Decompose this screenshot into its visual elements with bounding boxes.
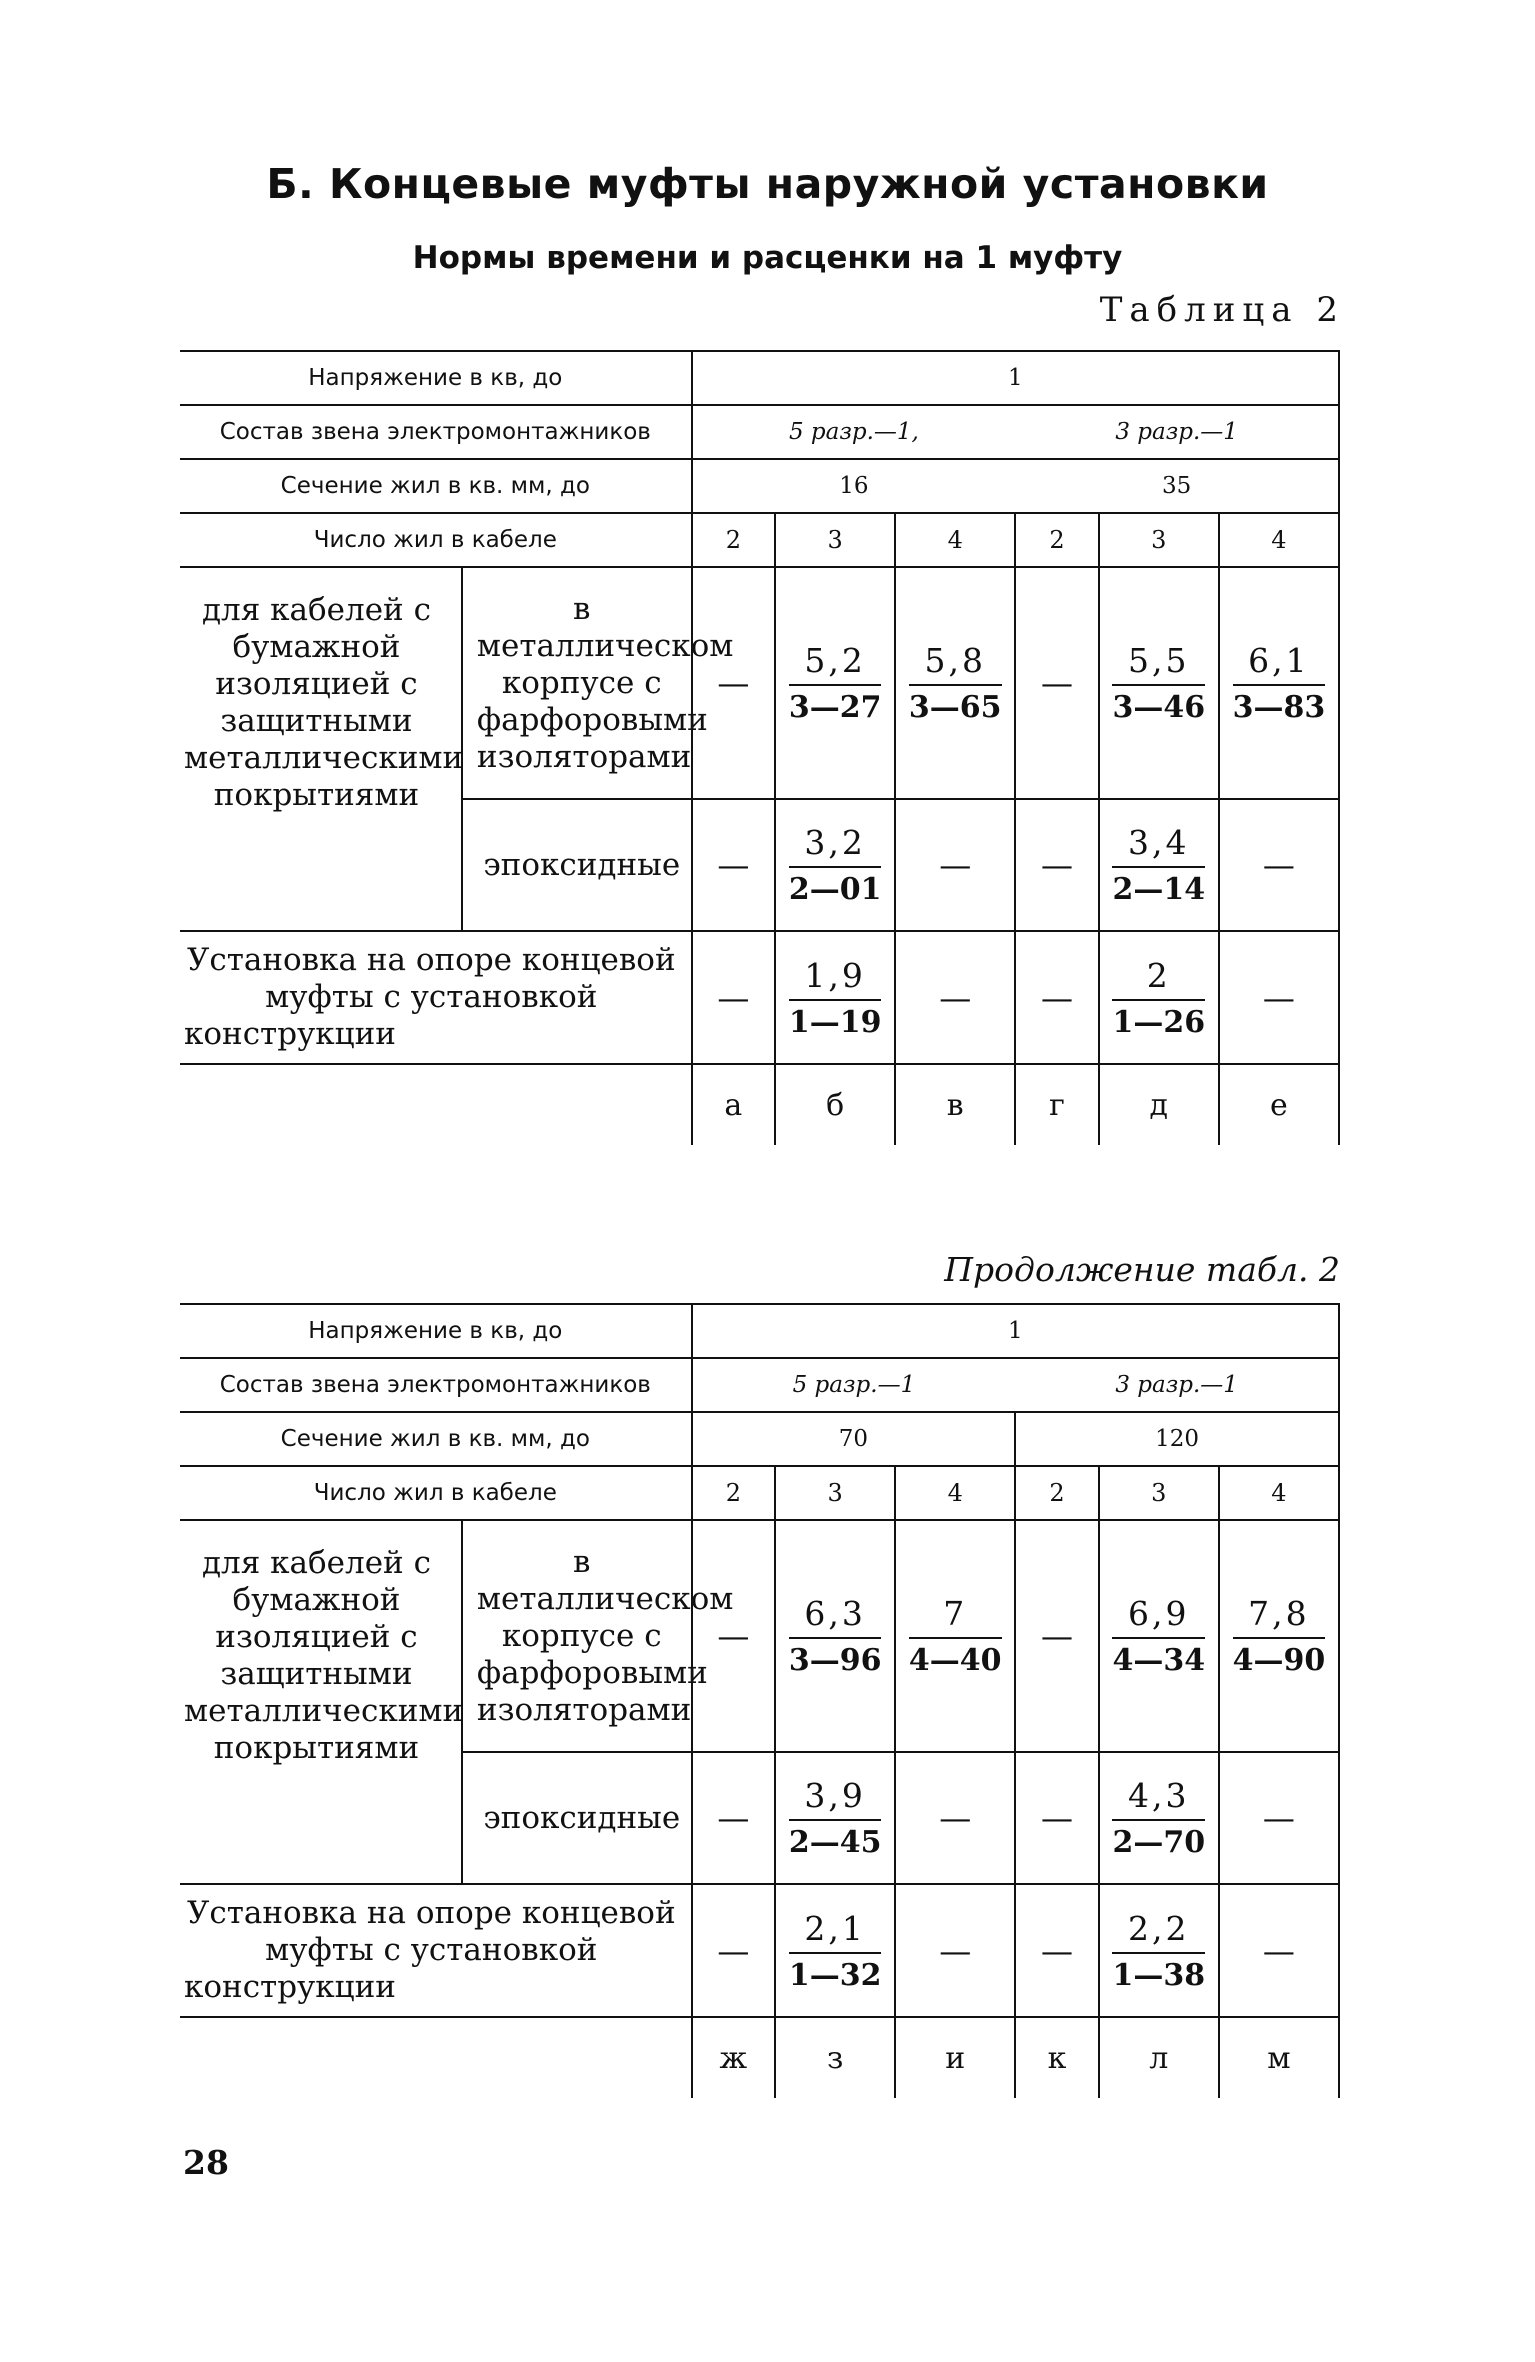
column-letter: д [1099,1064,1219,1145]
column-letter: г [1015,1064,1099,1145]
empty-dash: — [939,846,972,884]
row-label-metal-housing: в металлическом корпусе с фарфоровыми изоляторами [462,1520,692,1752]
empty-dash: — [1262,978,1295,1017]
voltage-value: 1 [692,1304,1339,1358]
empty-dash: — [939,1799,972,1837]
rate-cell [692,799,776,931]
rate-cell [775,931,895,1064]
rate-cell [692,1752,776,1884]
price-rate: 2—45 [788,1825,882,1860]
metal-housing-row [180,1520,1339,1752]
cores-value: 2 [1015,513,1099,567]
voltage-value: 1 [692,351,1339,405]
section-label: Сечение жил в кв. мм, до [180,1412,692,1466]
rate-fraction [1112,823,1205,907]
price-rate: 4—40 [908,1643,1002,1678]
rate-cell [1099,567,1219,799]
cores-value: 3 [775,1466,895,1520]
empty-dash: — [717,846,750,884]
rate-fraction [1233,1594,1326,1678]
time-norm: 6,3 [789,1594,882,1639]
row-label-pole-install: Установка на опоре концевой муфты с установкой конструкции [180,931,692,1064]
rate-fraction [1112,1776,1205,1860]
price-rate: 4—90 [1232,1643,1326,1678]
rate-cell [1015,1884,1099,2017]
section-label: Сечение жил в кв. мм, до [180,459,692,513]
column-letters-row [180,1064,1339,1145]
column-letter: л [1099,2017,1219,2098]
rate-fraction [789,641,882,725]
rate-cell [692,1520,776,1752]
rate-cell [895,1520,1015,1752]
price-rate: 1—32 [788,1957,882,1993]
rate-cell [692,567,776,799]
rate-fraction [1112,1909,1205,1993]
time-norm: 2,2 [1112,1909,1205,1954]
time-norm: 4,3 [1112,1776,1205,1821]
column-letter: е [1219,1064,1339,1145]
price-rate: 2—70 [1112,1825,1206,1860]
metal-housing-row [180,567,1339,799]
empty-dash: — [1262,1799,1295,1837]
rate-cell [1015,1752,1099,1884]
continuation-label: Продолжение табл. 2 [944,1250,1340,1289]
price-rate: 2—14 [1112,872,1206,907]
table-label: Таблица 2 [1099,290,1345,330]
rate-cell [1219,1520,1339,1752]
column-letter: к [1015,2017,1099,2098]
section-row [180,459,1339,513]
section-value: 70 [692,1412,1016,1466]
rate-fraction [1233,641,1326,725]
column-letter: и [895,2017,1015,2098]
price-rate: 3—27 [788,690,882,725]
row-label-epoxy: эпоксидные [462,1752,692,1884]
rate-fraction [789,823,882,907]
time-norm: 2,1 [789,1909,882,1954]
column-letters-row [180,2017,1339,2098]
rate-fraction [1112,1594,1205,1678]
crew-value: 3 разр.—1 [1115,1372,1238,1398]
price-rate: 4—34 [1112,1643,1206,1678]
rate-fraction [789,1776,882,1860]
rate-fraction [1112,956,1205,1040]
section-row [180,1412,1339,1466]
empty-dash: — [717,1799,750,1837]
cores-value: 4 [895,1466,1015,1520]
empty-dash: — [717,1931,750,1970]
cores-row [180,513,1339,567]
column-letter: а [692,1064,776,1145]
price-rate: 1—26 [1112,1004,1206,1040]
time-norm: 7,8 [1233,1594,1326,1639]
column-letter: з [775,2017,895,2098]
cores-value: 4 [1219,1466,1339,1520]
cores-row [180,1466,1339,1520]
rate-cell [1099,931,1219,1064]
empty-dash: — [1040,1617,1073,1655]
rate-cell [692,1884,776,2017]
time-norm: 3,4 [1112,823,1205,868]
rate-cell [1015,567,1099,799]
rate-fraction [789,1594,882,1678]
column-letter: ж [692,2017,776,2098]
price-rate: 3—65 [908,690,1002,725]
empty-dash: — [939,978,972,1017]
rate-cell [775,799,895,931]
voltage-label: Напряжение в кв, до [180,1304,692,1358]
crew-label: Состав звена электромонтажников [180,405,692,459]
empty-dash: — [1040,978,1073,1017]
section-value: 35 [1015,459,1339,513]
crew-label: Состав звена электромонтажников [180,1358,692,1412]
pole-install-row [180,1884,1339,2017]
cores-label: Число жил в кабеле [180,513,692,567]
rate-cell [1099,799,1219,931]
row-label-metal-housing: в металлическом корпусе с фарфоровыми изоляторами [462,567,692,799]
empty-dash: — [717,978,750,1017]
rate-cell [692,931,776,1064]
rate-cell [775,1520,895,1752]
voltage-row [180,1304,1339,1358]
rate-cell [775,1752,895,1884]
rate-cell [895,1752,1015,1884]
cores-value: 2 [692,1466,776,1520]
rate-cell [1219,931,1339,1064]
time-norm: 3,9 [789,1776,882,1821]
cores-value: 3 [1099,513,1219,567]
time-norm: 2 [1112,956,1205,1001]
cores-value: 4 [1219,513,1339,567]
cores-value: 2 [692,513,776,567]
rate-cell [1099,1752,1219,1884]
page-number: 28 [183,2143,229,2182]
rate-cell [1015,1520,1099,1752]
price-rate: 3—96 [788,1643,882,1678]
cores-value: 3 [775,513,895,567]
voltage-label: Напряжение в кв, до [180,351,692,405]
rate-cell [895,567,1015,799]
column-letter: в [895,1064,1015,1145]
rate-fraction [789,1909,882,1993]
rate-fraction [909,641,1002,725]
crew-row [180,405,1339,459]
row-label-pole-install: Установка на опоре концевой муфты с установкой конструкции [180,1884,692,2017]
rate-cell [1099,1520,1219,1752]
price-rate: 1—19 [788,1004,882,1040]
crew-row [180,1358,1339,1412]
norms-table-2 [180,1303,1340,2098]
cores-label: Число жил в кабеле [180,1466,692,1520]
empty-dash: — [717,664,750,702]
time-norm: 7 [909,1594,1002,1639]
rate-cell [895,931,1015,1064]
section-subtitle: Нормы времени и расценки на 1 муфту [412,240,1123,276]
section-value: 16 [692,459,1016,513]
empty-dash: — [1262,846,1295,884]
rate-cell [1219,567,1339,799]
rate-cell [1219,799,1339,931]
crew-value: 5 разр.—1 [792,1372,916,1398]
row-label-paper-cable: для кабелей с бумажной изоляцией с защитными металлическими покрытиями [180,567,462,931]
price-rate: 1—38 [1112,1957,1206,1993]
empty-dash: — [939,1931,972,1970]
rate-cell [775,1884,895,2017]
row-label-paper-cable: для кабелей с бумажной изоляцией с защитными металлическими покрытиями [180,1520,462,1884]
column-letter: м [1219,2017,1339,2098]
rate-cell [775,567,895,799]
price-rate: 3—83 [1232,690,1326,725]
crew-value: 5 разр.—1, [788,419,919,445]
rate-cell [1015,799,1099,931]
cores-value: 3 [1099,1466,1219,1520]
column-letter: б [775,1064,895,1145]
time-norm: 3,2 [789,823,882,868]
pole-install-row [180,931,1339,1064]
time-norm: 1,9 [789,956,882,1001]
rate-cell [895,1884,1015,2017]
section-value: 120 [1015,1412,1339,1466]
rate-cell [895,799,1015,931]
time-norm: 5,2 [789,641,882,686]
rate-fraction [1112,641,1205,725]
section-title: Б. Концевые муфты наружной установки [266,160,1269,208]
norms-table-1 [180,350,1340,1145]
price-rate: 3—46 [1112,690,1206,725]
empty-dash: — [717,1617,750,1655]
empty-dash: — [1040,846,1073,884]
rate-cell [1015,931,1099,1064]
time-norm: 6,1 [1233,641,1326,686]
rate-fraction [789,956,882,1040]
empty-dash: — [1040,664,1073,702]
empty-dash: — [1262,1931,1295,1970]
crew-value: 3 разр.—1 [1115,419,1238,445]
time-norm: 6,9 [1112,1594,1205,1639]
time-norm: 5,5 [1112,641,1205,686]
empty-dash: — [1040,1931,1073,1970]
rate-cell [1099,1884,1219,2017]
rate-cell [1219,1752,1339,1884]
time-norm: 5,8 [909,641,1002,686]
cores-value: 2 [1015,1466,1099,1520]
price-rate: 2—01 [788,872,882,907]
cores-value: 4 [895,513,1015,567]
rate-fraction [909,1594,1002,1678]
voltage-row [180,351,1339,405]
empty-dash: — [1040,1799,1073,1837]
rate-cell [1219,1884,1339,2017]
row-label-epoxy: эпоксидные [462,799,692,931]
